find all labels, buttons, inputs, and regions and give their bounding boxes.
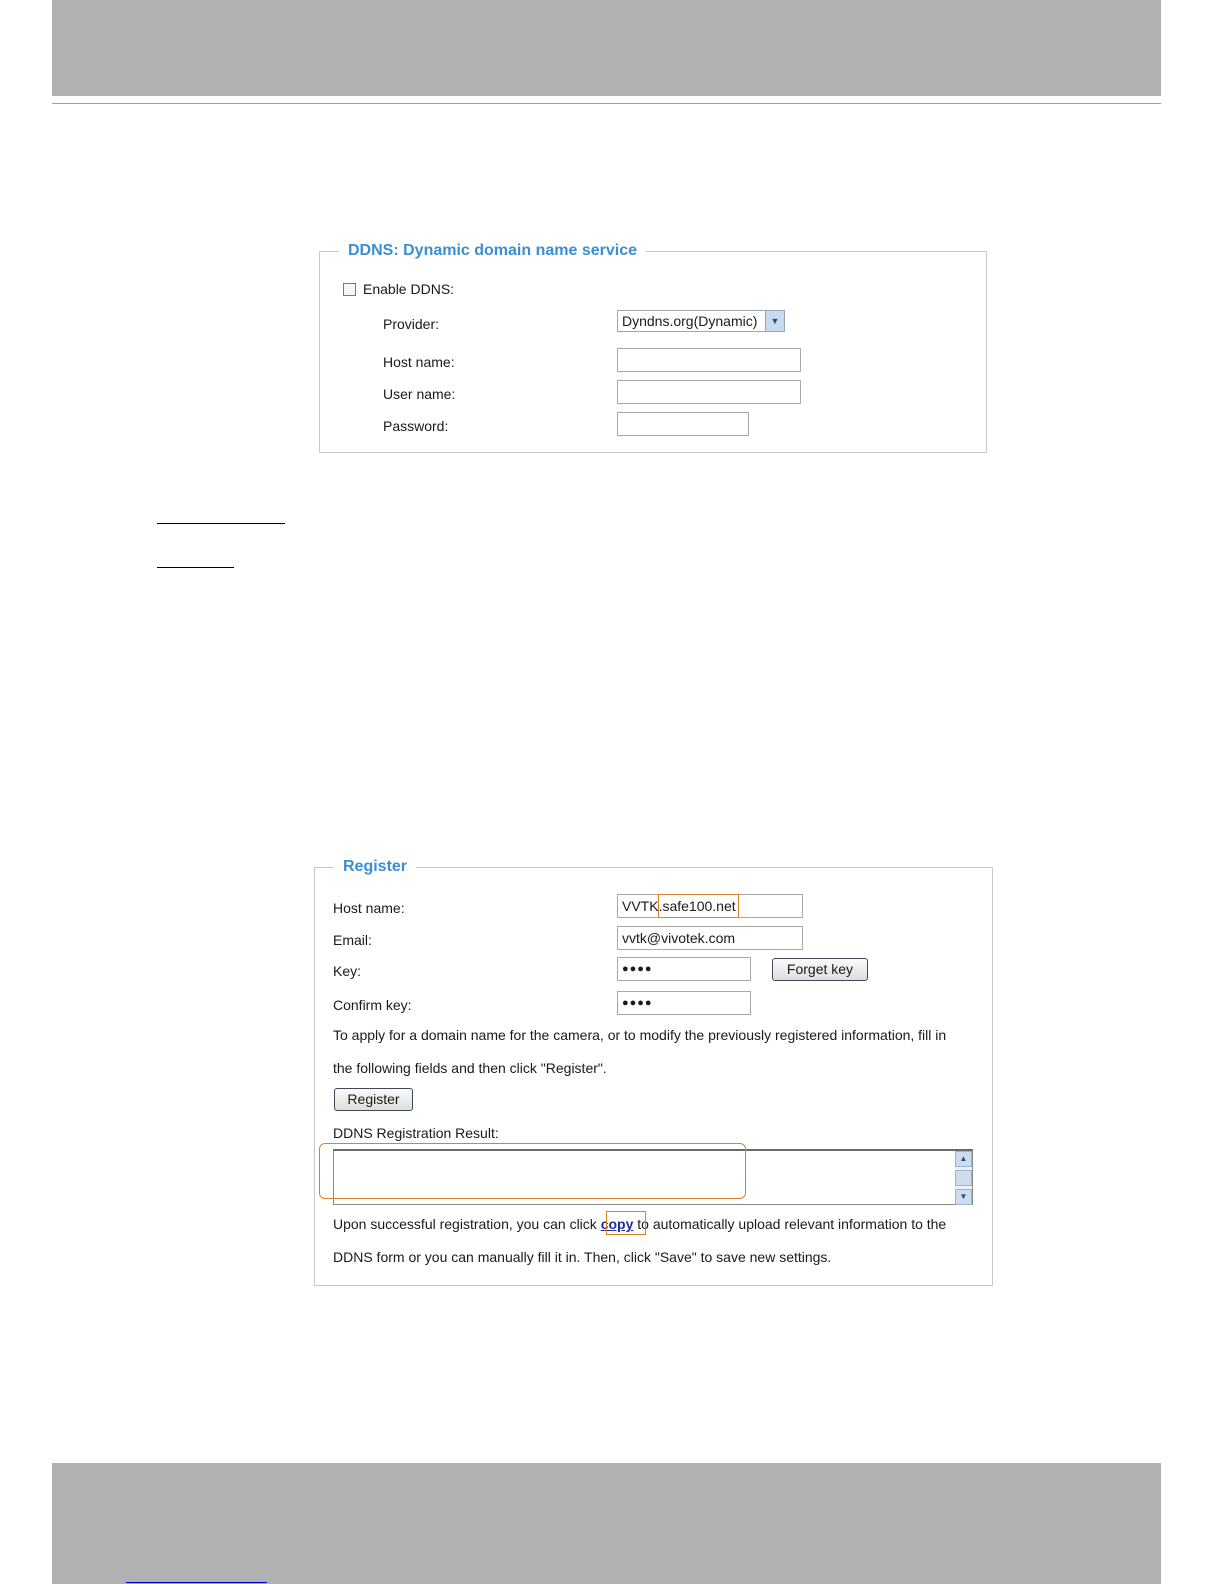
ddns-panel — [319, 242, 987, 453]
forget-key-button[interactable]: Forget key — [772, 958, 868, 981]
section-heading-underline — [157, 523, 285, 524]
register-panel-title: Register — [334, 858, 416, 876]
scroll-up-icon[interactable]: ▲ — [955, 1151, 972, 1167]
register-panel — [314, 858, 993, 1286]
host-name-label: Host name: — [383, 354, 455, 370]
chevron-down-icon[interactable]: ▼ — [765, 311, 784, 331]
subsection-heading-underline — [157, 567, 234, 568]
page-header-band — [52, 0, 1161, 96]
provider-select[interactable] — [617, 310, 785, 332]
instructions-line-1: To apply for a domain name for the camera, or to modify the previously registered information, fill in — [333, 1027, 947, 1043]
footer-note-line-2: DDNS form or you can manually fill it in. Then, click "Save" to save new settings. — [333, 1249, 832, 1265]
email-label: Email: — [333, 932, 372, 948]
footer-link-underline[interactable] — [126, 1582, 267, 1583]
host-domain-highlight — [658, 894, 739, 918]
result-scrollbar[interactable] — [955, 1151, 972, 1205]
password-input[interactable] — [617, 412, 749, 436]
instructions-line-2: the following fields and then click "Register". — [333, 1060, 607, 1076]
key-label: Key: — [333, 963, 362, 979]
user-name-label: User name: — [383, 386, 456, 402]
scroll-down-icon[interactable]: ▼ — [955, 1189, 972, 1205]
header-divider — [52, 103, 1161, 104]
password-label: Password: — [383, 418, 449, 434]
provider-label: Provider: — [383, 316, 440, 332]
result-highlight — [319, 1143, 746, 1199]
page-footer-band — [52, 1463, 1161, 1584]
email-input[interactable]: vvtk@vivotek.com — [617, 926, 803, 950]
host-name-prefix: VVTK. — [622, 898, 663, 914]
enable-ddns-checkbox[interactable] — [343, 283, 356, 296]
footer-note-before-copy: Upon successful registration, you can click — [333, 1216, 597, 1232]
register-button[interactable]: Register — [334, 1088, 413, 1111]
footer-note-after-copy: to automatically upload relevant information to the — [637, 1216, 947, 1232]
enable-ddns-label: Enable DDNS: — [363, 281, 455, 297]
copy-link-highlight — [606, 1211, 646, 1235]
register-host-name-label: Host name: — [333, 900, 405, 916]
copy-link[interactable]: copy — [600, 1216, 634, 1232]
confirm-key-input[interactable]: ●●●● — [617, 991, 751, 1015]
scroll-thumb[interactable] — [955, 1170, 972, 1186]
provider-selected-value: Dyndns.org(Dynamic) — [622, 313, 758, 329]
confirm-key-label: Confirm key: — [333, 997, 412, 1013]
host-name-input[interactable] — [617, 348, 801, 372]
host-name-domain: safe100.net — [662, 898, 736, 914]
registration-result-label: DDNS Registration Result: — [333, 1125, 499, 1141]
key-input[interactable]: ●●●● — [617, 957, 751, 981]
user-name-input[interactable] — [617, 380, 801, 404]
ddns-panel-title: DDNS: Dynamic domain name service — [339, 242, 646, 260]
